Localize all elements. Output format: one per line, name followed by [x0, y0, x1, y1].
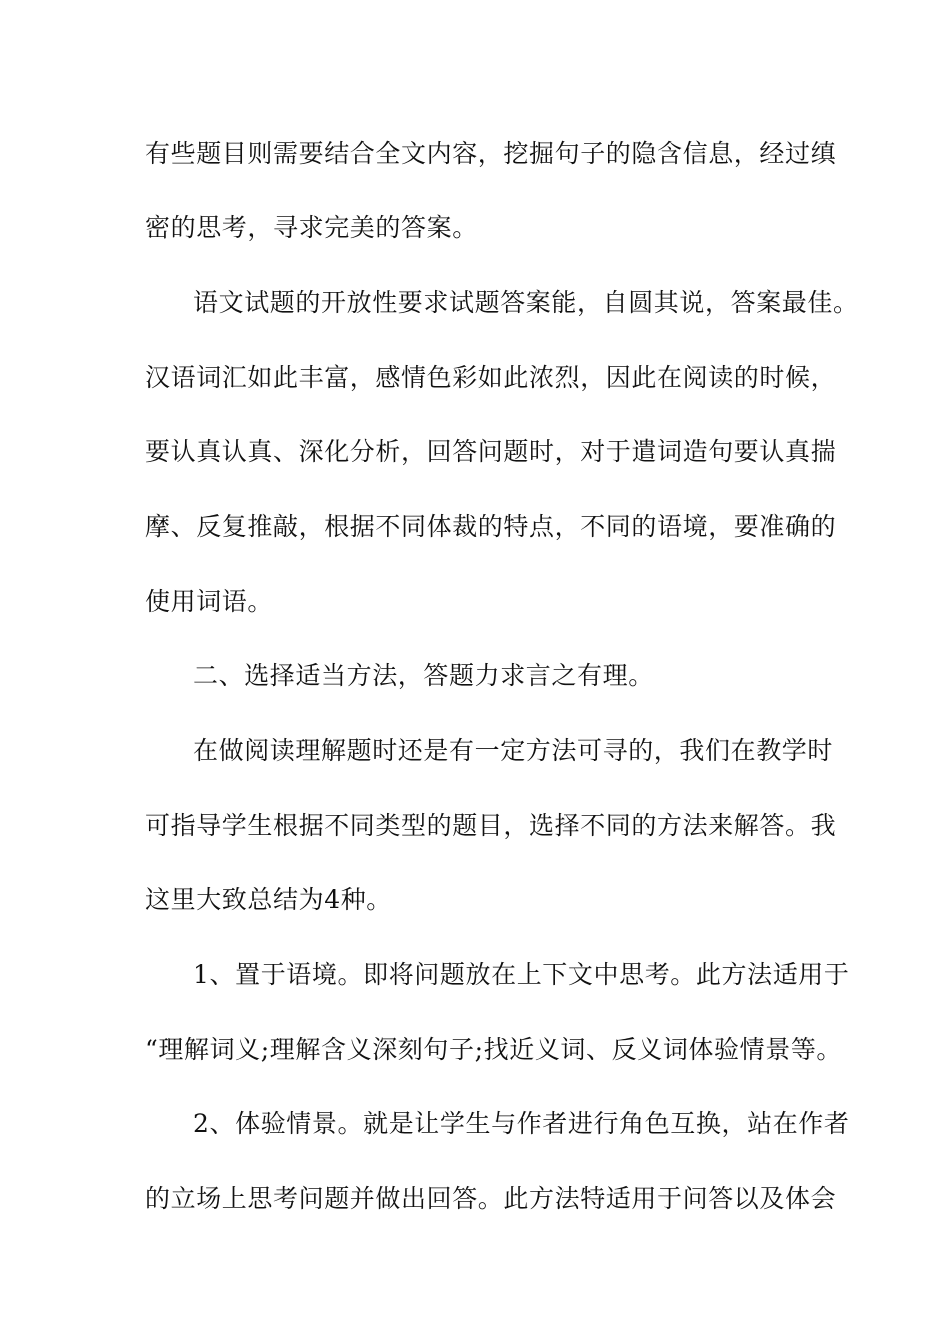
list-item-line: 2、体验情景。就是让学生与作者进行角色互换，站在作者 — [193, 1109, 850, 1138]
list-item-line: “理解词义;理解含义深刻句子;找近义词、反义词体验情景等。 — [145, 1035, 843, 1064]
paragraph-line: 摩、反复推敲，根据不同体裁的特点，不同的语境，要准确的 — [145, 512, 837, 541]
paragraph-line: 这里大致总结为4种。 — [145, 885, 392, 914]
paragraph-line: 使用词语。 — [145, 587, 274, 616]
paragraph-line: 要认真认真、深化分析，回答问题时，对于遣词造句要认真揣 — [145, 437, 837, 466]
section-heading: 二、选择适当方法，答题力求言之有理。 — [193, 661, 654, 690]
paragraph-line: 密的思考，寻求完美的答案。 — [145, 213, 478, 242]
paragraph-line: 可指导学生根据不同类型的题目，选择不同的方法来解答。我 — [145, 811, 837, 840]
paragraph-line: 在做阅读理解题时还是有一定方法可寻的，我们在教学时 — [193, 736, 834, 765]
paragraph-line: 有些题目则需要结合全文内容，挖掘句子的隐含信息，经过缜 — [145, 139, 837, 168]
paragraph-line: 语文试题的开放性要求试题答案能，自圆其说，答案最佳。 — [193, 288, 859, 317]
list-item-line: 1、置于语境。即将问题放在上下文中思考。此方法适用于 — [193, 960, 850, 989]
paragraph-line: 汉语词汇如此丰富，感情色彩如此浓烈，因此在阅读的时候， — [145, 363, 837, 392]
list-item-line: 的立场上思考问题并做出回答。此方法特适用于问答以及体会 — [145, 1184, 837, 1213]
